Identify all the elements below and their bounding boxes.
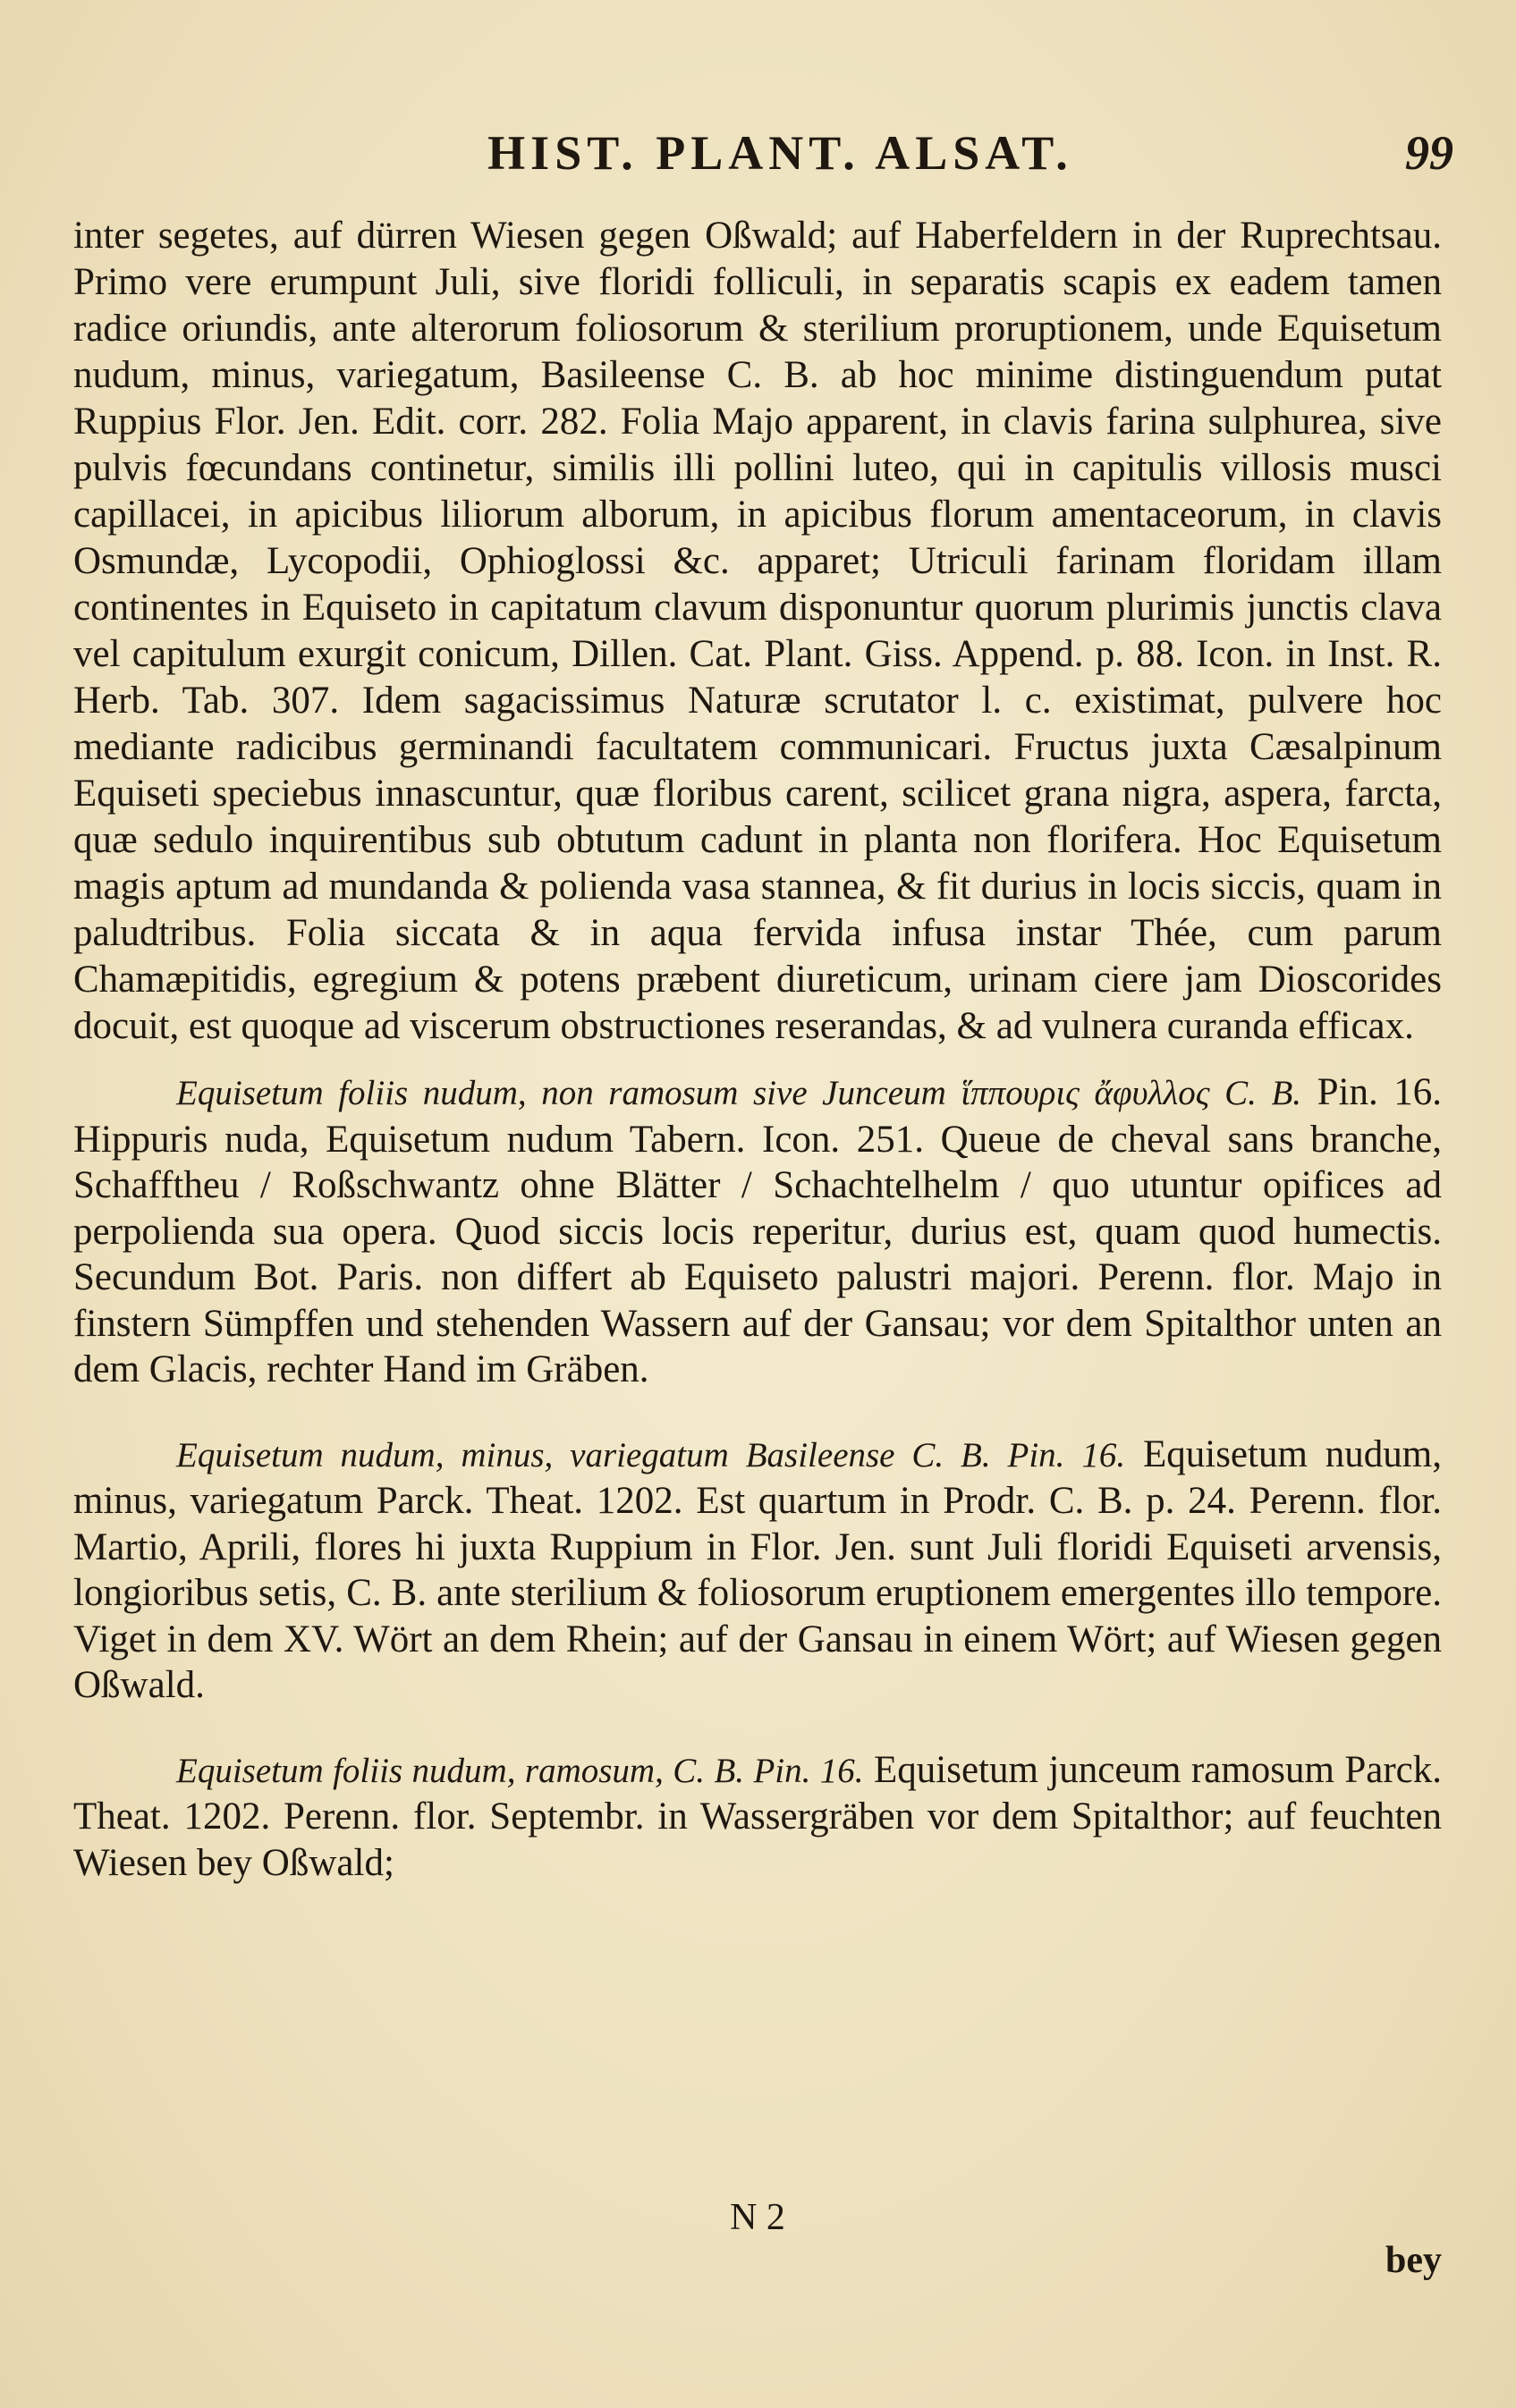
body-text	[73, 213, 1442, 1924]
entry-heading: Equisetum nudum, minus, variegatum Basileense C. B. Pin. 16.	[176, 1435, 1126, 1474]
entry-text: Equisetum nudum, minus, variegatum Parck. Theat. 1202. Est quartum in Prodr. C. B. p. 24. Perenn. flor. Martio, Aprili, flores hi juxta Ruppium in Flor. Jen. sunt Juli floridi Equiseti arvensis, longioribus setis, C. B. ante sterilium & foliosorum eruptionem emergentes illo tempore. Viget in dem XV. Wört an dem Rhein; auf der Gansau in einem Wört; auf Wiesen gegen Oßwald.	[73, 1432, 1443, 1706]
entry-heading: Equisetum foliis nudum, non ramosum sive Junceum ἵππουρις ἄφυλλος C. B.	[176, 1074, 1302, 1112]
running-head: HIST. PLANT. ALSAT.	[487, 126, 1073, 180]
entry-heading: Equisetum foliis nudum, ramosum, C. B. Pin. 16.	[176, 1751, 864, 1790]
species-entry	[73, 1069, 1442, 1393]
page-header	[72, 125, 1453, 188]
species-entry	[73, 1432, 1442, 1709]
entry-text: Pin. 16. Hippuris nuda, Equisetum nudum Tabern. Icon. 251. Queue de cheval sans branche, Schafftheu / Roßschwantz ohne Blätter / Schachtelhelm / quo utuntur opifices ad perpolienda sua opera. Quod siccis locis reperitur, durius est, quam quod humectis. Secundum Bot. Paris. non differt ab Equiseto palustri majori. Perenn. flor. Majo in finstern Sümpffen und stehenden Wassern auf der Gansau; vor dem Spitalthor unten an dem Glacis, rechter Hand im Gräben.	[73, 1071, 1442, 1390]
page-number: 99	[1405, 126, 1453, 180]
catchword: bey	[1385, 2240, 1442, 2281]
entry-text: Equisetum junceum ramosum Parck. Theat. 1202. Perenn. flor. Septembr. in Wassergräben vor dem Spitalthor; auf feuchten Wiesen bey Oßwald;	[73, 1748, 1442, 1884]
opening-paragraph: inter segetes, auf dürren Wiesen gegen Oßwald; auf Haberfeldern in der Ruprechtsau. Primo vere erumpunt Juli, sive floridi folliculi, in separatis scapis ex eadem tamen radice oriundis, ante alterorum foliosorum & sterilium proruptionem, unde Equisetum nudum, minus, variegatum, Basileense C. B. ab hoc minime distinguendum putat Ruppius Flor. Jen. Edit. corr. 282. Folia Majo apparent, in clavis farina sulphurea, sive pulvis fœcundans continetur, similis illi pollini luteo, qui in capitulis villosis musci capillacei, in apicibus liliorum alborum, in apicibus florum amentaceorum, in clavis Osmundæ, Lycopodii, Ophioglossi &c. apparet; Utriculi farinam floridam illam continentes in Equiseto in capitatum clavum disponuntur quorum plurimis junctis clava vel capitulum exurgit conicum, Dillen. Cat. Plant. Giss. Append. p. 88. Icon. in Inst. R. Herb. Tab. 307. Idem sagacissimus Naturæ scrutator l. c. existimat, pulvere hoc mediante radicibus germinandi facultatem communicari. Fructus juxta Cæsalpinum Equiseti speciebus innascuntur, quæ floribus carent, scilicet grana nigra, aspera, farcta, quæ sedulo inquirentibus sub obtutum cadunt in planta non florifera. Hoc Equisetum magis aptum ad mundanda & polienda vasa stannea, & fit durius in locis siccis, quam in paludtribus. Folia siccata & in aqua fervida infusa instar Thée, cum parum Chamæpitidis, egregium & potens præbent diureticum, urinam ciere jam Dioscorides docuit, est quoque ad viscerum obstructiones reserandas, & ad vulnera curanda efficax.	[73, 215, 1442, 1047]
page-footer	[73, 2196, 1442, 2294]
signature-mark: N 2	[730, 2197, 785, 2238]
species-entry	[73, 1747, 1442, 1887]
